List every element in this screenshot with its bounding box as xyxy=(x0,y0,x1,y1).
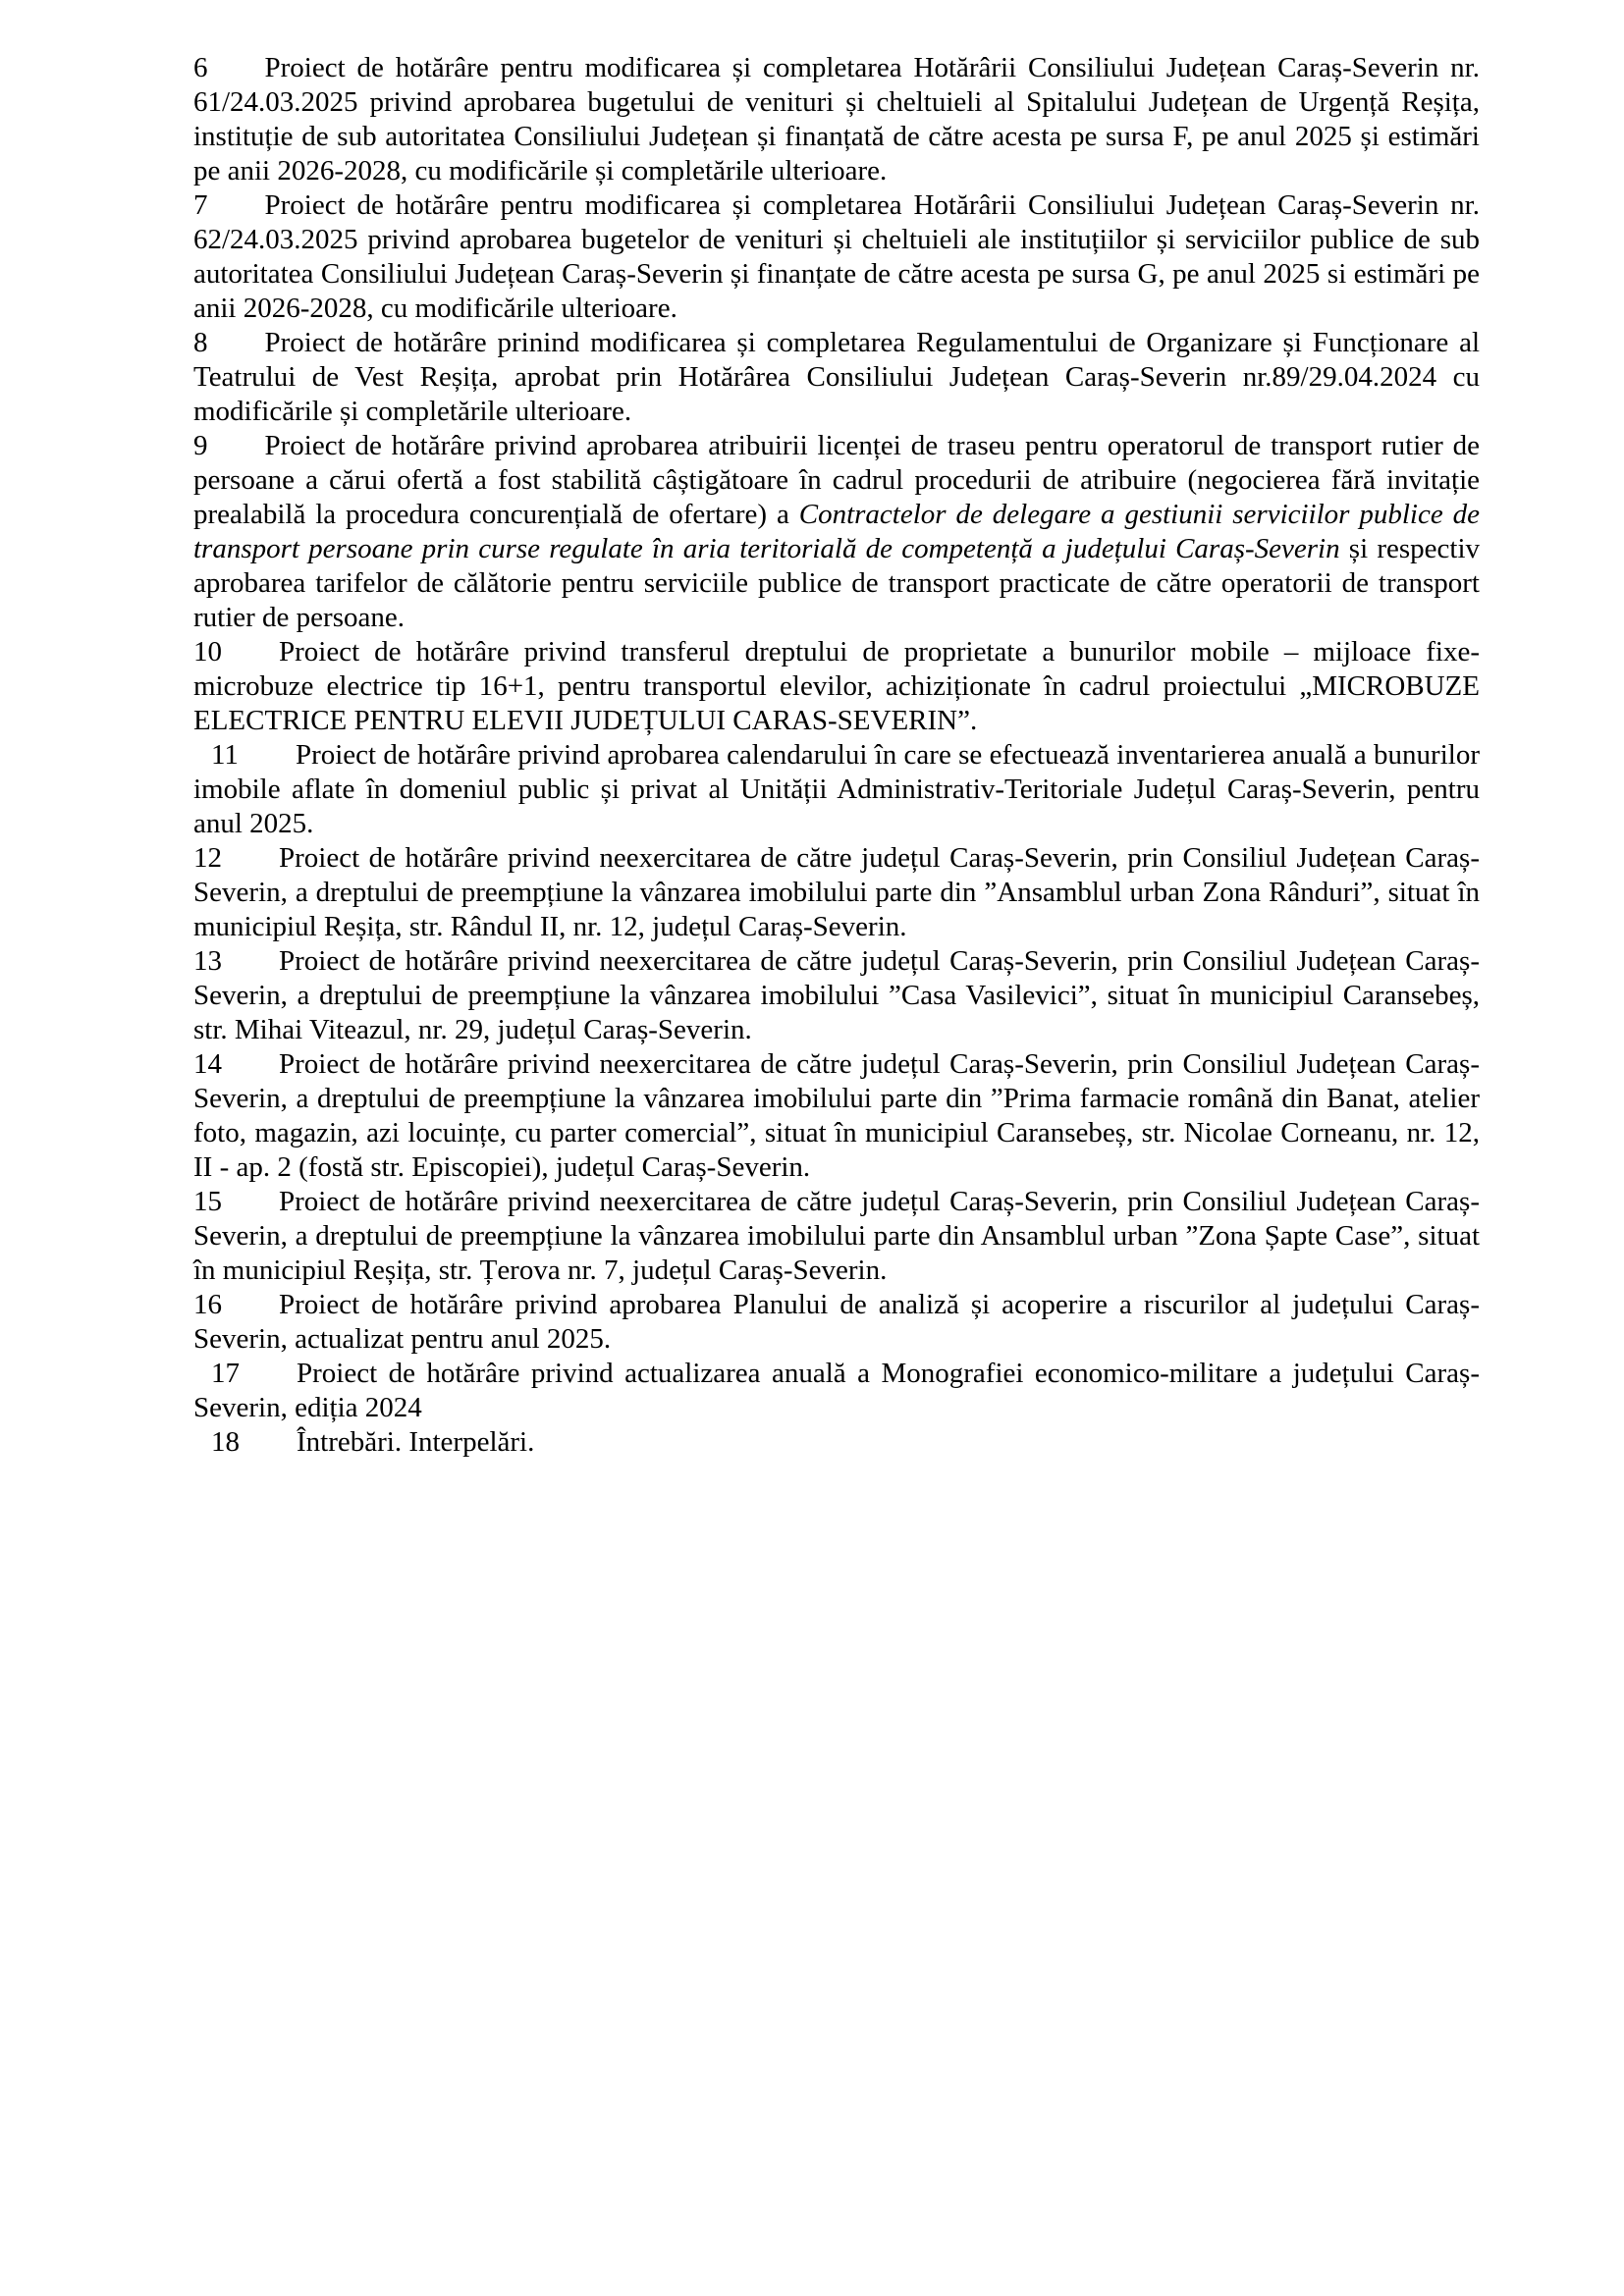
agenda-item-11 xyxy=(193,738,1480,841)
item-text: Proiect de hotărâre pentru modificarea și completarea Hotărârii Consiliului Județean Caraș-Severin nr. 61/24.03.2025 privind aprobarea bugetului de venituri și cheltuieli al Spitalului Județean de Urgență Reșița, instituție de sub autoritatea Consiliului Județean și finanțată de către acesta pe sursa F, pe anul 2025 și estimări pe anii 2026-2028, cu modificările și completările ulterioare. xyxy=(193,52,1480,187)
agenda-item-10 xyxy=(193,635,1480,738)
item-text: Întrebări. Interpelări. xyxy=(297,1426,535,1458)
item-number: 16 xyxy=(193,1289,222,1320)
item-number: 18 xyxy=(211,1426,240,1458)
agenda-item-7 xyxy=(193,188,1480,326)
agenda-item-9 xyxy=(193,429,1480,635)
agenda-item-14 xyxy=(193,1047,1480,1185)
item-text: Proiect de hotărâre privind neexercitarea de către județul Caraș-Severin, prin Consiliul Județean Caraș-Severin, a dreptului de preempțiune la vânzarea imobilului ”Casa Vasilevici”, situat în municipiul Caransebeș, str. Mihai Viteazul, nr. 29, județul Caraș-Severin. xyxy=(193,945,1480,1045)
item-text: Proiect de hotărâre privind neexercitarea de către județul Caraș-Severin, prin Consiliul Județean Caraș-Severin, a dreptului de preempțiune la vânzarea imobilului parte din ”Ansamblul urban Zona Rânduri”, situat în municipiul Reșița, str. Rândul II, nr. 12, județul Caraș-Severin. xyxy=(193,842,1480,942)
item-number: 6 xyxy=(193,52,208,83)
item-text-italic: Contractelor de delegare a gestiunii serviciilor publice de transport persoane prin curse regulate în aria teritorială de competență a județului Caraș-Severin xyxy=(193,499,1480,564)
item-number: 17 xyxy=(211,1358,240,1389)
item-number: 15 xyxy=(193,1186,222,1217)
item-text: Proiect de hotărâre privind transferul dreptului de proprietate a bunurilor mobile – mijloace fixe- microbuze electrice tip 16+1, pentru transportul elevilor, achiziționate în cadrul proiectului „MICROBUZE ELECTRICE PENTRU ELEVII JUDEȚULUI CARAS-SEVERIN”. xyxy=(193,636,1480,736)
item-text: Proiect de hotărâre pentru modificarea și completarea Hotărârii Consiliului Județean Caraș-Severin nr. 62/24.03.2025 privind aprobarea bugetelor de venituri și cheltuieli ale instituțiilor și serviciilor publice de sub autoritatea Consiliului Județean Caraș-Severin și finanțate de către acesta pe sursa G, pe anul 2025 si estimări pe anii 2026-2028, cu modificările ulterioare. xyxy=(193,189,1480,324)
item-text: Proiect de hotărâre privind neexercitarea de către județul Caraș-Severin, prin Consiliul Județean Caraș-Severin, a dreptului de preempțiune la vânzarea imobilului parte din ”Prima farmacie română din Banat, atelier foto, magazin, azi locuințe, cu parter comercial”, situat în municipiul Caransebeș, str. Nicolae Corneanu, nr. 12, II - ap. 2 (fostă str. Episcopiei), județul Caraș-Severin. xyxy=(193,1048,1480,1183)
item-text: Proiect de hotărâre privind aprobarea calendarului în care se efectuează inventarierea anuală a bunurilor imobile aflate în domeniul public și privat al Unității Administrativ-Teritoriale Județul Caraș-Severin, pentru anul 2025. xyxy=(193,739,1480,839)
agenda-item-18 xyxy=(193,1425,1480,1460)
item-number: 11 xyxy=(211,739,239,771)
item-text: Proiect de hotărâre privind actualizarea anuală a Monografiei economico-militare a județului Caraș-Severin, ediția 2024 xyxy=(193,1358,1480,1423)
item-text: Proiect de hotărâre prinind modificarea și completarea Regulamentului de Organizare și Funcționare al Teatrului de Vest Reșița, aprobat prin Hotărârea Consiliului Județean Caraș-Severin nr.89/29.04.2024 cu modificările și completările ulterioare. xyxy=(193,327,1480,427)
agenda-item-16 xyxy=(193,1288,1480,1357)
item-number: 12 xyxy=(193,842,222,874)
item-number: 8 xyxy=(193,327,208,358)
item-number: 9 xyxy=(193,430,208,461)
agenda-item-12 xyxy=(193,841,1480,944)
item-number: 14 xyxy=(193,1048,222,1080)
item-text: Proiect de hotărâre privind neexercitarea de către județul Caraș-Severin, prin Consiliul Județean Caraș-Severin, a dreptului de preempțiune la vânzarea imobilului parte din Ansamblul urban ”Zona Șapte Case”, situat în municipiul Reșița, str. Țerova nr. 7, județul Caraș-Severin. xyxy=(193,1186,1480,1286)
agenda-item-13 xyxy=(193,944,1480,1047)
agenda-item-17 xyxy=(193,1357,1480,1425)
item-number: 7 xyxy=(193,189,208,221)
agenda-item-15 xyxy=(193,1185,1480,1288)
item-number: 13 xyxy=(193,945,222,977)
item-text-continuation: și respectiv aprobarea tarifelor de călătorie pentru serviciile publice de transport practicate de către operatorii de transport rutier de persoane. xyxy=(193,533,1481,633)
item-number: 10 xyxy=(193,636,222,667)
agenda-document xyxy=(193,51,1480,1460)
agenda-item-8 xyxy=(193,326,1480,429)
item-text: Proiect de hotărâre privind aprobarea Planului de analiză și acoperire a riscurilor al județului Caraș-Severin, actualizat pentru anul 2025. xyxy=(193,1289,1480,1355)
agenda-item-6 xyxy=(193,51,1480,188)
item-text: Proiect de hotărâre privind aprobarea atribuirii licenței de traseu pentru operatorul de transport rutier de persoane a cărui ofertă a fost stabilită câștigătoare în cadrul procedurii de atribuire (negocierea fără invitație prealabilă la procedura concurențială de ofertare) a xyxy=(193,430,1480,530)
